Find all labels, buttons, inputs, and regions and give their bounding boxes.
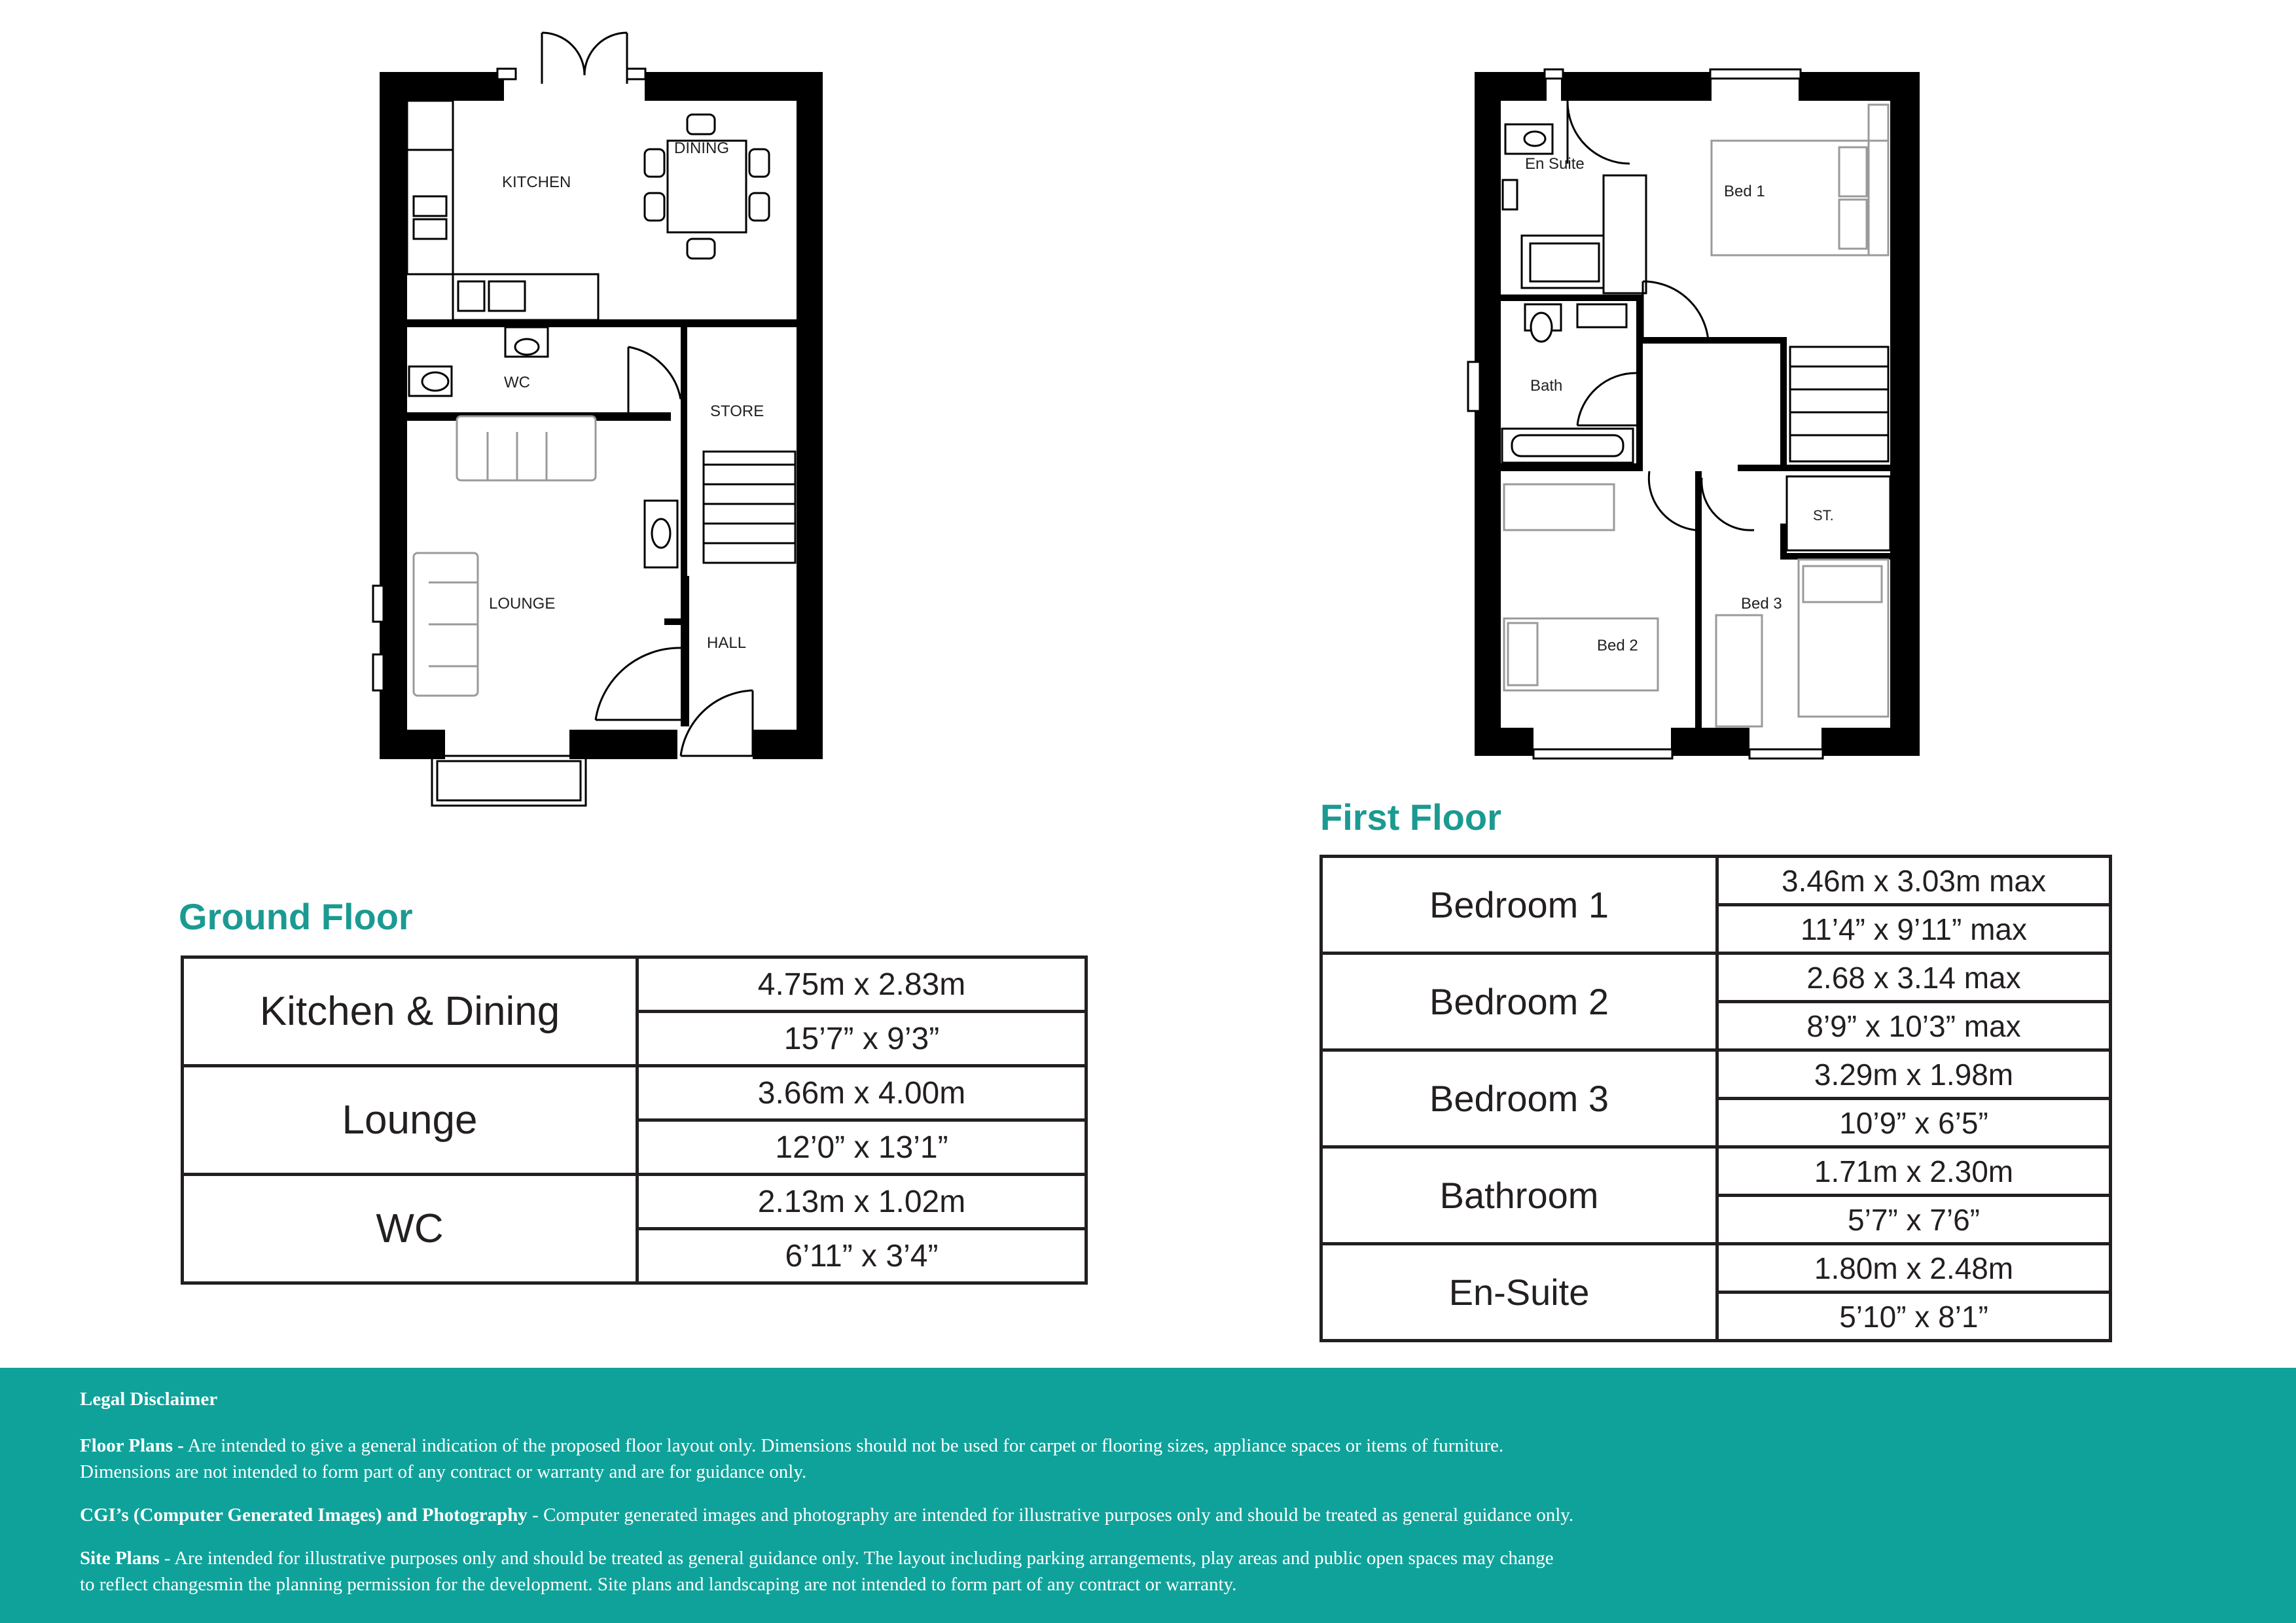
bed2-label: Bed 2: [1597, 637, 1638, 654]
kitchen-label: KITCHEN: [502, 173, 571, 191]
table-row: [1321, 1244, 2111, 1293]
disclaimer-text: Are intended to give a general indication of the proposed floor layout only. Dimensions should not be used for carpet or flooring sizes, appliance spaces or items of furniture.: [187, 1435, 1504, 1456]
disclaimer-label: Floor Plans -: [80, 1435, 184, 1456]
table-row: [1321, 954, 2111, 1002]
room-name: Bedroom 3: [1321, 1050, 1717, 1147]
ensuite-fixtures: [1503, 124, 1646, 293]
table-row: [183, 1175, 1086, 1229]
ground-floor-plan: [327, 20, 851, 818]
dining-label: DINING: [674, 139, 729, 157]
first-floor-title: First Floor: [1320, 796, 1501, 838]
table-row: [1321, 857, 2111, 905]
imperial-dimension: 5’7” x 7’6”: [1717, 1196, 2111, 1244]
st-label: ST.: [1813, 507, 1834, 524]
bath-door: [1577, 373, 1636, 425]
disclaimer-text: Dimensions are not intended to form part of any contract or warranty and are for guidance only.: [80, 1461, 807, 1482]
bed1-furniture: [1712, 105, 1888, 255]
ground-stairs: [704, 452, 795, 563]
disclaimer-text: to reflect changesmin the planning permission for the development. Site plans and landscaping are not intended to form part of any contract or warranty.: [80, 1574, 1237, 1595]
legal-disclaimer-footer: [0, 1368, 2296, 1623]
imperial-dimension: 12’0” x 13’1”: [637, 1120, 1086, 1175]
imperial-dimension: 10’9” x 6’5”: [1717, 1099, 2111, 1147]
room-name: Kitchen & Dining: [183, 957, 637, 1066]
disclaimer-heading: Legal Disclaimer: [80, 1389, 218, 1410]
wc-label: WC: [504, 374, 530, 391]
disclaimer-label: CGI’s (Computer Generated Images) and Photography: [80, 1505, 528, 1525]
room-name: Bathroom: [1321, 1147, 1717, 1244]
imperial-dimension: 8’9” x 10’3” max: [1717, 1002, 2111, 1050]
room-name: Lounge: [183, 1066, 637, 1175]
metric-dimension: 1.80m x 2.48m: [1717, 1244, 2111, 1293]
metric-dimension: 2.13m x 1.02m: [637, 1175, 1086, 1229]
kitchen-units: [407, 101, 598, 320]
disclaimer-site-plans: [80, 1545, 2240, 1597]
ground-french-doors: [497, 33, 645, 84]
disclaimer-floor-plans: [80, 1433, 2240, 1485]
ground-floor-plan-drawing: [327, 20, 851, 818]
store-label: STORE: [710, 402, 764, 420]
metric-dimension: 4.75m x 2.83m: [637, 957, 1086, 1012]
imperial-dimension: 15’7” x 9’3”: [637, 1012, 1086, 1066]
hall-label: HALL: [707, 634, 747, 652]
metric-dimension: 2.68 x 3.14 max: [1717, 954, 2111, 1002]
ground-floor-title: Ground Floor: [179, 896, 413, 937]
bed3-furniture: [1716, 560, 1888, 726]
disclaimer-text: - Computer generated images and photography are intended for illustrative purposes only and should be treated as general guidance only.: [532, 1505, 1574, 1525]
table-row: [183, 1066, 1086, 1120]
metric-dimension: 1.71m x 2.30m: [1717, 1147, 2111, 1196]
bed1-door: [1643, 281, 1708, 340]
wc-door: [628, 347, 681, 412]
storage-cupboard: [1787, 476, 1890, 550]
room-name: En-Suite: [1321, 1244, 1717, 1341]
first-floor-plan: [1440, 59, 1937, 772]
imperial-dimension: 11’4” x 9’11” max: [1717, 905, 2111, 954]
bed3-label: Bed 3: [1741, 595, 1782, 613]
room-name: WC: [183, 1175, 637, 1283]
table-row: [183, 957, 1086, 1012]
room-name: Bedroom 1: [1321, 857, 1717, 954]
first-stairs: [1790, 347, 1888, 461]
bed1-label: Bed 1: [1724, 183, 1765, 200]
ground-floor-dimensions-table: [181, 955, 1088, 1285]
metric-dimension: 3.46m x 3.03m max: [1717, 857, 2111, 905]
room-name: Bedroom 2: [1321, 954, 1717, 1050]
table-row: [1321, 1050, 2111, 1099]
fireplace: [645, 501, 677, 567]
table-row: [1321, 1147, 2111, 1196]
imperial-dimension: 6’11” x 3’4”: [637, 1229, 1086, 1283]
metric-dimension: 3.29m x 1.98m: [1717, 1050, 2111, 1099]
ensuite-label: En Suite: [1525, 155, 1585, 173]
bed2-furniture: [1504, 484, 1658, 690]
disclaimer-text: - Are intended for illustrative purposes only and should be treated as general guidance only. The layout including parking arrangements, play areas and public open spaces may change: [164, 1548, 1554, 1569]
lounge-label: LOUNGE: [489, 595, 556, 613]
disclaimer-cgi: [80, 1502, 2240, 1528]
disclaimer-label: Site Plans: [80, 1548, 160, 1569]
dining-table: [645, 115, 769, 259]
bay-window: [432, 756, 586, 806]
first-floor-dimensions-table: [1319, 855, 2112, 1342]
lounge-sofas: [414, 416, 596, 696]
imperial-dimension: 5’10” x 8’1”: [1717, 1293, 2111, 1341]
first-floor-plan-drawing: [1440, 59, 1937, 772]
bath-label: Bath: [1530, 377, 1563, 395]
ensuite-door: [1568, 101, 1630, 164]
metric-dimension: 3.66m x 4.00m: [637, 1066, 1086, 1120]
